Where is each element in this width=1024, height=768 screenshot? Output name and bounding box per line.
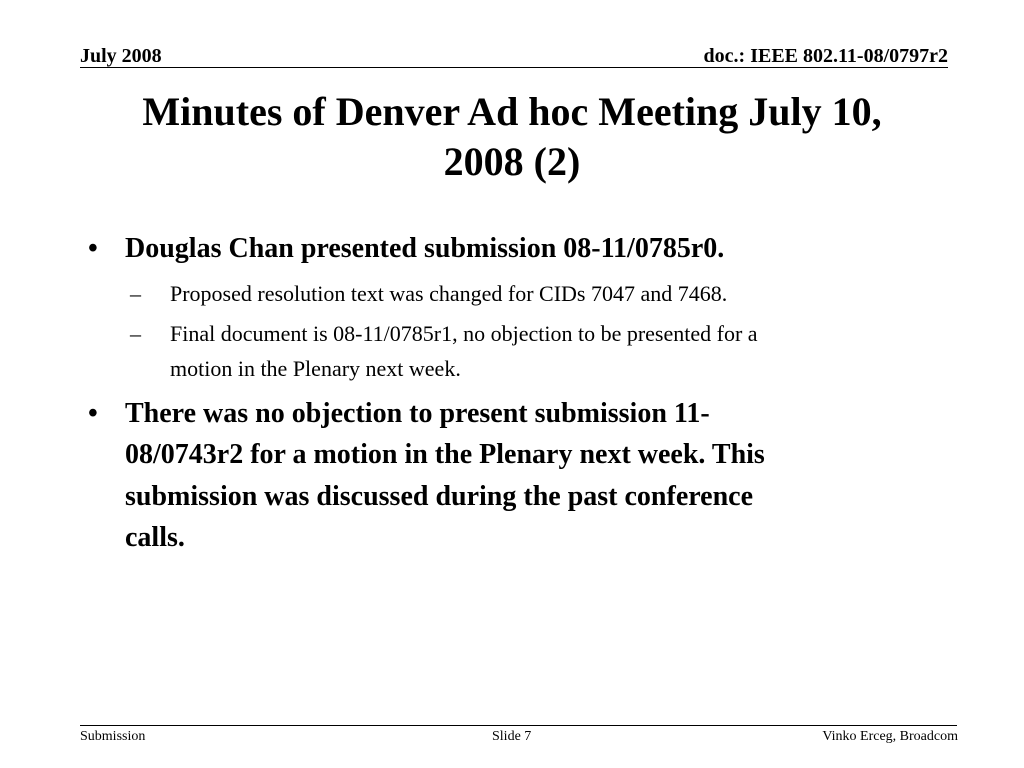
sub-bullet-1-2-text-line-2: motion in the Plenary next week. bbox=[170, 356, 461, 381]
bullet-2-text-line-4: calls. bbox=[125, 522, 185, 553]
header-doc-id: doc.: IEEE 802.11-08/0797r2 bbox=[703, 45, 948, 67]
footer-submission: Submission bbox=[80, 729, 146, 744]
bullet-2-text-line-3: submission was discussed during the past conference bbox=[125, 481, 754, 512]
bullet-2-text-line-2: 08/0743r2 for a motion in the Plenary next week. This bbox=[125, 439, 765, 470]
sub-bullet-1-1-symbol: – bbox=[130, 281, 141, 306]
bullet-2-text-line-1: There was no objection to present submission 11- bbox=[125, 398, 710, 429]
footer-author: Vinko Erceg, Broadcom bbox=[822, 729, 958, 744]
sub-bullet-1-2-text-line-1: Final document is 08-11/0785r1, no objection to be presented for a bbox=[170, 321, 758, 346]
bullet-2-symbol: • bbox=[88, 398, 98, 429]
header-date: July 2008 bbox=[80, 45, 162, 67]
footer-divider bbox=[80, 725, 957, 726]
sub-bullet-1-1-text: Proposed resolution text was changed for CIDs 7047 and 7468. bbox=[170, 281, 728, 306]
footer-slide-number: Slide 7 bbox=[492, 729, 532, 744]
sub-bullet-1-2-symbol: – bbox=[130, 321, 141, 346]
slide-title-line-1: Minutes of Denver Ad hoc Meeting July 10, bbox=[142, 89, 882, 134]
bullet-1-text: Douglas Chan presented submission 08-11/0785r0. bbox=[125, 233, 725, 264]
bullet-1-symbol: • bbox=[88, 233, 98, 264]
slide-title-line-2: 2008 (2) bbox=[443, 139, 581, 184]
